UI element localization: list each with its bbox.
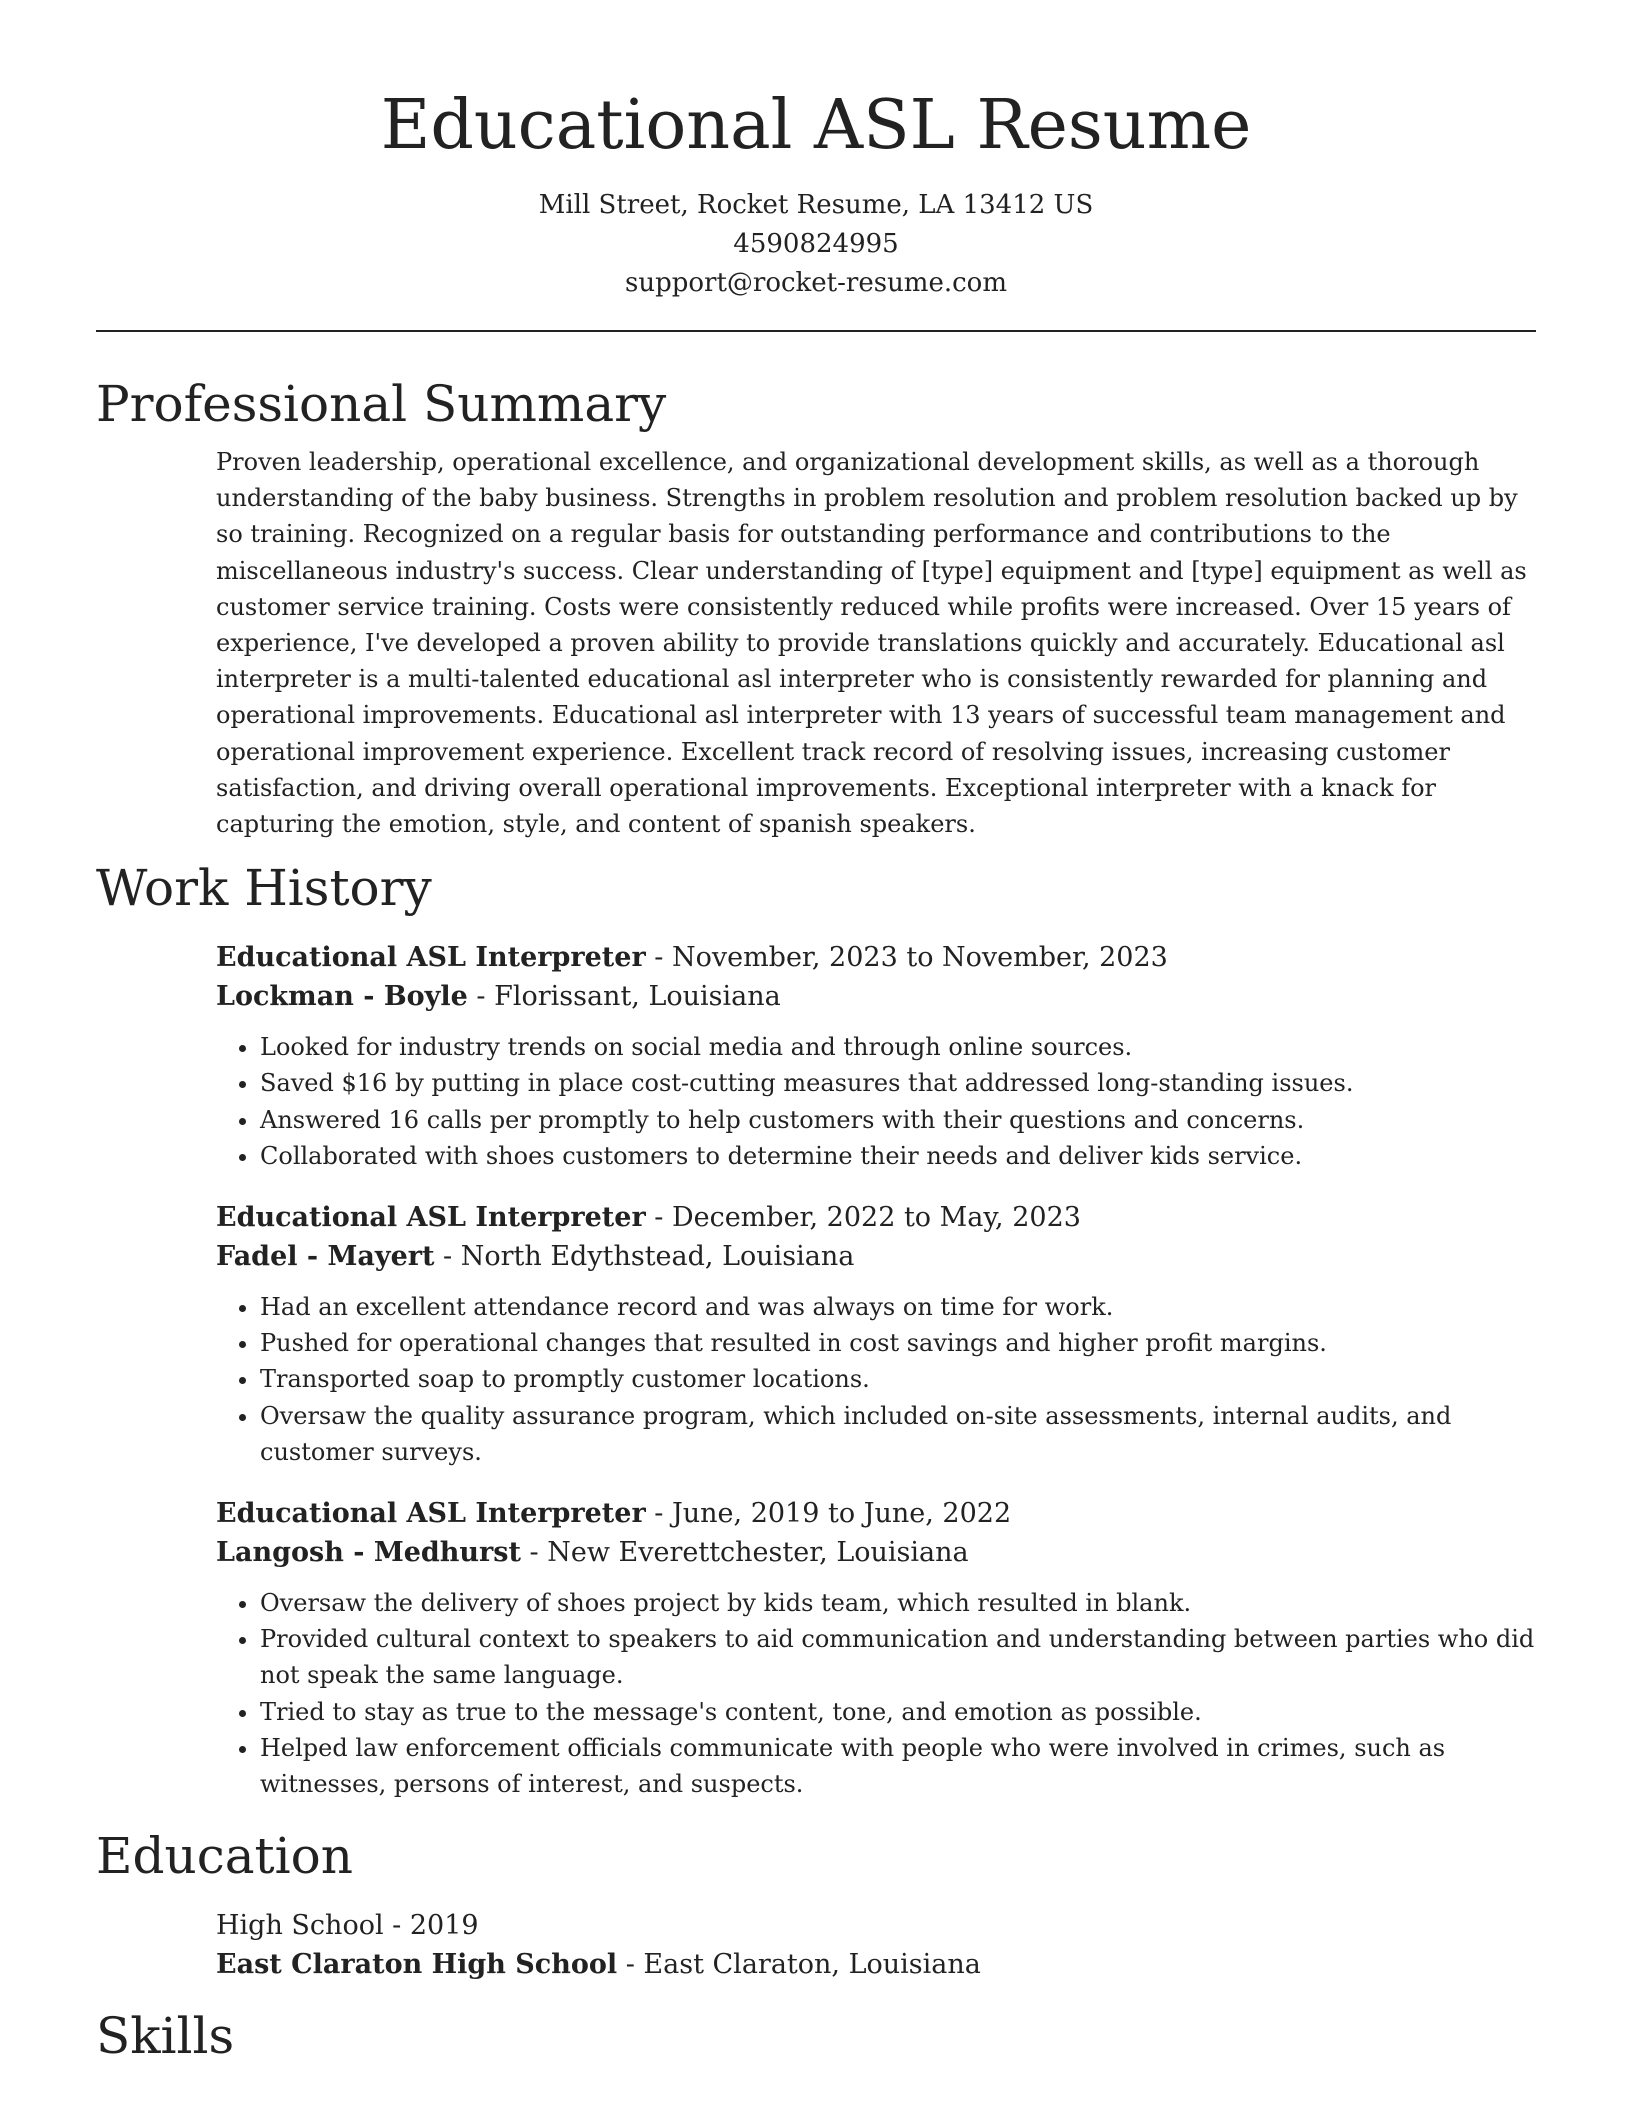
work-history-heading: Work History bbox=[96, 859, 432, 918]
list-item: • Pushed for operational changes that resulted in cost savings and higher profit margins. bbox=[260, 1325, 1536, 1361]
job-role: Educational ASL Interpreter bbox=[216, 1498, 646, 1530]
list-item: • Collaborated with shoes customers to determine their needs and deliver kids service. bbox=[260, 1138, 1536, 1174]
job-dates: - June, 2019 to June, 2022 bbox=[645, 1498, 1012, 1530]
education-school-line bbox=[216, 1945, 1536, 1984]
job-company: Langosh - Medhurst bbox=[216, 1537, 521, 1569]
job-entry bbox=[216, 1494, 1536, 1802]
work-history-section bbox=[96, 856, 1536, 1802]
job-location: - Florissant, Louisiana bbox=[467, 981, 781, 1013]
job-dates: - November, 2023 to November, 2023 bbox=[645, 942, 1168, 974]
email: support@rocket-resume.com bbox=[624, 268, 1007, 298]
header-divider bbox=[96, 330, 1536, 332]
job-entry bbox=[216, 938, 1536, 1174]
job-company: Fadel - Mayert bbox=[216, 1241, 435, 1273]
contact-block bbox=[96, 186, 1536, 303]
job-company: Lockman - Boyle bbox=[216, 981, 468, 1013]
list-item: • Saved $16 by putting in place cost-cutting measures that addressed long-standing issues. bbox=[260, 1065, 1536, 1101]
job-dates: - December, 2022 to May, 2023 bbox=[645, 1202, 1081, 1234]
list-item: • Answered 16 calls per promptly to help customers with their questions and concerns. bbox=[260, 1102, 1536, 1138]
address: Mill Street, Rocket Resume, LA 13412 US bbox=[538, 190, 1094, 220]
summary-heading: Professional Summary bbox=[96, 375, 667, 433]
list-item: • Tried to stay as true to the message's content, tone, and emotion as possible. bbox=[260, 1694, 1536, 1730]
job-location: - North Edythstead, Louisiana bbox=[434, 1241, 855, 1273]
education-section bbox=[96, 1824, 1536, 1984]
job-role: Educational ASL Interpreter bbox=[216, 1202, 646, 1234]
job-role: Educational ASL Interpreter bbox=[216, 942, 646, 974]
list-item: • Transported soap to promptly customer locations. bbox=[260, 1361, 1536, 1397]
list-item: • Provided cultural context to speakers to aid communication and understanding between parties who did not speak the same language. bbox=[260, 1621, 1536, 1693]
skills-section bbox=[96, 2004, 1536, 2068]
education-degree: High School bbox=[216, 1910, 384, 1942]
skills-heading: Skills bbox=[96, 2007, 235, 2066]
list-item: • Oversaw the quality assurance program, which included on-site assessments, internal audits, and customer surveys. bbox=[260, 1398, 1536, 1470]
job-title-line bbox=[216, 938, 1536, 977]
phone: 4590824995 bbox=[733, 229, 899, 259]
list-item: • Had an excellent attendance record and was always on time for work. bbox=[260, 1289, 1536, 1325]
summary-section bbox=[96, 372, 1536, 842]
job-bullets bbox=[216, 1289, 1536, 1470]
list-item: • Looked for industry trends on social media and through online sources. bbox=[260, 1029, 1536, 1065]
list-item: • Oversaw the delivery of shoes project by kids team, which resulted in blank. bbox=[260, 1585, 1536, 1621]
summary-text: Proven leadership, operational excellence, and organizational development skills, as well as a thorough understanding of the baby business. Strengths in problem resolution and problem resolution backed up by so training. Recognized on a regular basis for outstanding performance and contributions to the miscellaneous industry's success. Clear understanding of [type] equipment and [type] equipment as well as customer service training. Costs were consistently reduced while profits were increased. Over 15 years of experience, I've developed a proven ability to provide translations quickly and accurately. Educational asl interpreter is a multi-talented educational asl interpreter who is consistently rewarded for planning and operational improvements. Educational asl interpreter with 13 years of successful team management and operational improvement experience. Excellent track record of resolving issues, increasing customer satisfaction, and driving overall operational improvements. Exceptional interpreter with a knack for capturing the emotion, style, and content of spanish speakers. bbox=[216, 448, 1527, 839]
education-location: - East Claraton, Louisiana bbox=[617, 1949, 981, 1981]
education-year: - 2019 bbox=[383, 1910, 479, 1942]
resume-header bbox=[96, 0, 1536, 303]
job-entry bbox=[216, 1198, 1536, 1470]
job-title-line bbox=[216, 1198, 1536, 1237]
education-school: East Claraton High School bbox=[216, 1949, 618, 1981]
job-company-line bbox=[216, 1237, 1536, 1276]
education-heading: Education bbox=[96, 1827, 353, 1886]
resume-title: Educational ASL Resume bbox=[380, 86, 1252, 165]
job-bullets bbox=[216, 1585, 1536, 1802]
job-company-line bbox=[216, 977, 1536, 1016]
job-company-line bbox=[216, 1533, 1536, 1572]
list-item: • Helped law enforcement officials communicate with people who were involved in crimes, such as witnesses, persons of interest, and suspects. bbox=[260, 1730, 1536, 1802]
job-title-line bbox=[216, 1494, 1536, 1533]
job-location: - New Everettchester, Louisiana bbox=[520, 1537, 969, 1569]
education-degree-line bbox=[216, 1906, 1536, 1945]
job-bullets bbox=[216, 1029, 1536, 1174]
